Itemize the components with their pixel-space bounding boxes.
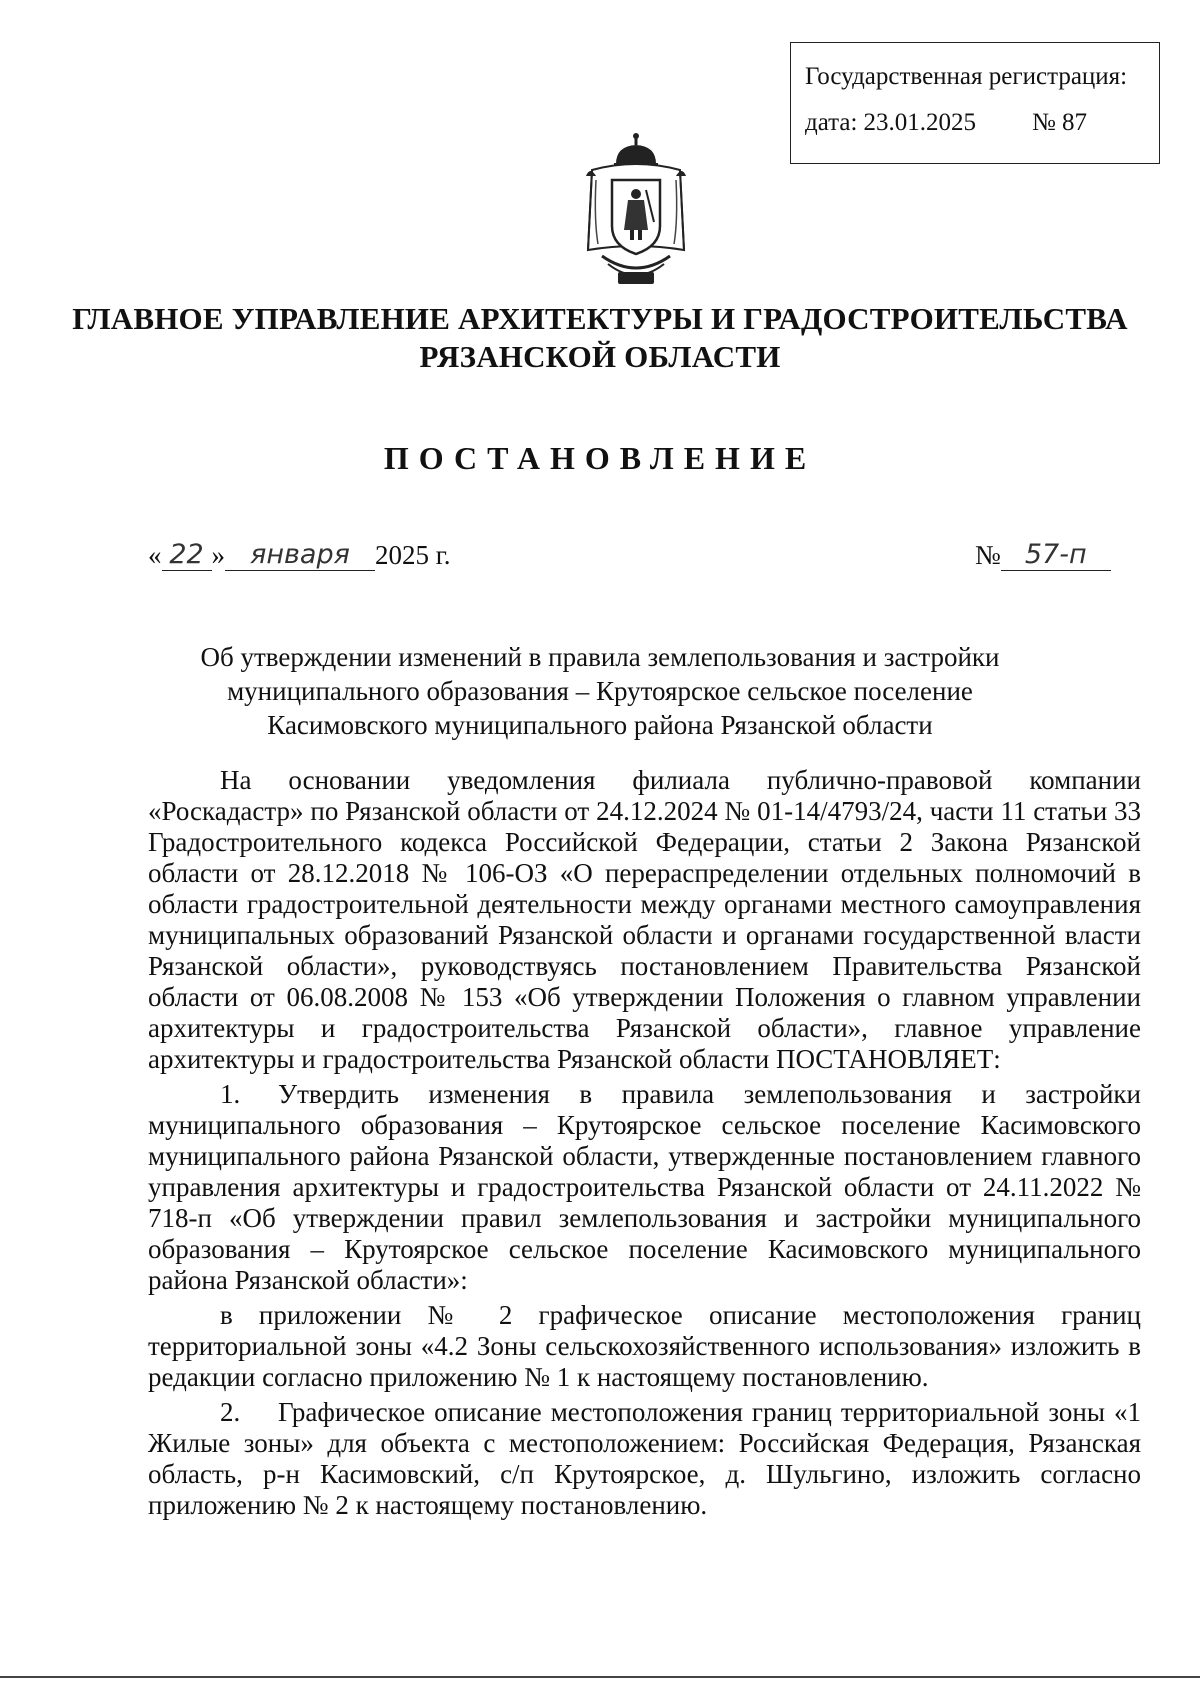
registration-stamp: [790, 42, 1160, 164]
date-day-handwritten: 22: [162, 540, 212, 571]
document-number-handwritten: 57-п: [1001, 540, 1111, 571]
subject-line3: Касимовского муниципального района Рязанской области: [267, 710, 933, 740]
organization-title-line2: РЯЗАНСКОЙ ОБЛАСТИ: [419, 339, 781, 374]
document-body: [148, 765, 1141, 1525]
organization-title: [60, 300, 1140, 376]
subject-line2: муниципального образования – Крутоярское сельское поселение: [227, 676, 973, 706]
date-open-quote: «: [148, 540, 162, 570]
page-bottom-rule: [0, 1676, 1200, 1678]
date-month-handwritten: января: [225, 540, 375, 571]
ryazan-coat-of-arms-icon: [572, 130, 700, 290]
date-close-quote: »: [211, 540, 225, 570]
registration-details: [805, 109, 1159, 137]
document-number: [975, 540, 1111, 571]
item-1-number: 1.: [220, 1079, 241, 1109]
item-1-subparagraph: в приложении № 2 графическое описание местоположения границ территориальной зоны «4.2 Зоны сельскохозяйственного использования» изложить в редакции согласно приложению № 1 к настоящему постановлению.: [148, 1300, 1141, 1392]
document-type-heading: ПОСТАНОВЛЕНИЕ: [383, 440, 817, 476]
document-subject: [150, 640, 1050, 742]
registration-date: 23.01.2025: [863, 109, 976, 136]
item-2-number: 2.: [220, 1397, 241, 1427]
document-date: [148, 540, 451, 571]
item-2-text: Графическое описание местоположения границ территориальной зоны «1 Жилые зоны» для объекта с местоположением: Российская Федерация, Рязанская область, р-н Касимовский, с/п Крутоярское, д. Шульгино, изложить согласно приложению № 2 к настоящему постановлению.: [148, 1397, 1141, 1520]
item-1-paragraph: [148, 1079, 1141, 1296]
organization-title-line1: ГЛАВНОЕ УПРАВЛЕНИЕ АРХИТЕКТУРЫ И ГРАДОСТРОИТЕЛЬСТВА: [72, 301, 1128, 336]
registration-title: Государственная регистрация:: [805, 63, 1128, 90]
registration-number: № 87: [1031, 109, 1088, 136]
number-sign: №: [975, 540, 1001, 570]
subject-line1: Об утверждении изменений в правила землепользования и застройки: [200, 642, 1000, 672]
registration-date-label: дата:: [805, 109, 858, 136]
item-1-text: Утвердить изменения в правила землепользования и застройки муниципального образования – Крутоярское сельское поселение Касимовского муниципального района Рязанской области, утвержденные постановлением главного управления архитектуры и градостроительства Рязанской области от 24.11.2022 № 718-п «Об утверждении правил землепользования и застройки муниципального образования – Крутоярское сельское поселение Касимовского муниципального района Рязанской области»:: [148, 1079, 1141, 1295]
item-2-paragraph: [148, 1397, 1141, 1521]
date-year: 2025 г.: [375, 540, 451, 570]
preamble-paragraph: На основании уведомления филиала публично-правовой компании «Роскадастр» по Рязанской области от 24.12.2024 № 01-14/4793/24, части 11 статьи 33 Градостроительного кодекса Российской Федерации, статьи 2 Закона Рязанской области от 28.12.2018 № 106-ОЗ «О перераспределении отдельных полномочий в области градостроительной деятельности между органами местного самоуправления муниципальных образований Рязанской области и органами государственной власти Рязанской области», руководствуясь постановлением Правительства Рязанской области от 06.08.2008 № 153 «Об утверждении Положения о главном управлении архитектуры и градостроительства Рязанской области», главное управление архитектуры и градостроительства Рязанской области ПОСТАНОВЛЯЕТ:: [148, 765, 1141, 1074]
